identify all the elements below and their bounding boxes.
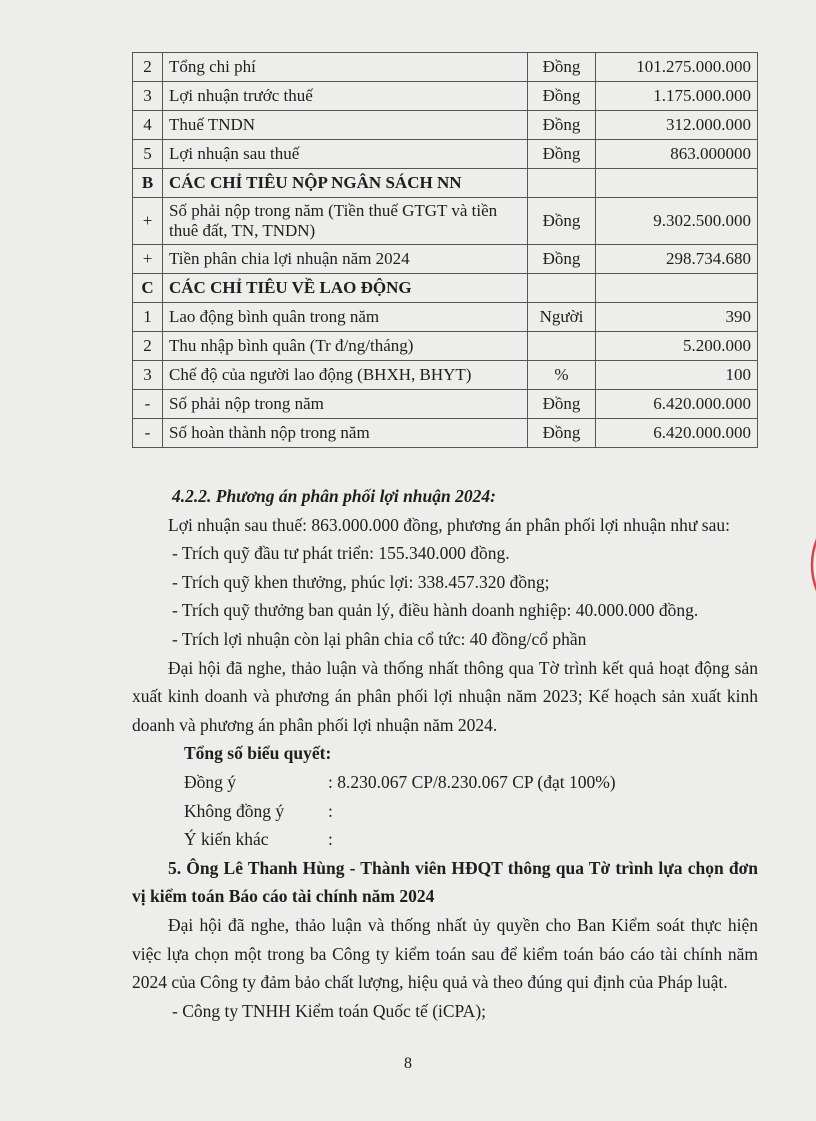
row-name: Lao động bình quân trong năm: [163, 303, 528, 332]
row-value: [596, 274, 758, 303]
vote-label: Ý kiến khác: [184, 829, 269, 850]
vote-label: Đồng ý: [184, 771, 237, 792]
vote-label: Không đồng ý: [184, 800, 285, 821]
row-unit: Đồng: [528, 198, 596, 245]
table-row: [133, 198, 758, 245]
row-value: 312.000.000: [596, 111, 758, 140]
row-number: 2: [133, 332, 163, 361]
row-value: [596, 169, 758, 198]
row-value: 9.302.500.000: [596, 198, 758, 245]
row-value: 100: [596, 361, 758, 390]
row-number: -: [133, 419, 163, 448]
row-unit: [528, 274, 596, 303]
row-name: Tiền phân chia lợi nhuận năm 2024: [163, 245, 528, 274]
row-name: Số phải nộp trong năm (Tiền thuế GTGT và tiền thuê đất, TN, TNDN): [163, 198, 528, 245]
company-seal-icon: [788, 490, 816, 640]
section-heading: 4.2.2. Phương án phân phối lợi nhuận 2024:: [172, 486, 496, 506]
row-number: +: [133, 245, 163, 274]
paragraph: Lợi nhuận sau thuế: 863.000.000 đồng, phương án phân phối lợi nhuận như sau:: [168, 514, 730, 535]
row-value: 298.734.680: [596, 245, 758, 274]
table-row: [133, 419, 758, 448]
row-value: 6.420.000.000: [596, 419, 758, 448]
row-value: 6.420.000.000: [596, 390, 758, 419]
section-letter: C: [133, 274, 163, 303]
table-section-row: [133, 169, 758, 198]
row-number: -: [133, 390, 163, 419]
row-name: Lợi nhuận trước thuế: [163, 82, 528, 111]
list-item: - Trích lợi nhuận còn lại phân chia cổ tức: 40 đồng/cổ phần: [172, 628, 587, 649]
vote-heading: Tổng số biểu quyết:: [184, 743, 332, 764]
row-unit: Đồng: [528, 53, 596, 82]
section-title: CÁC CHỈ TIÊU VỀ LAO ĐỘNG: [163, 274, 528, 303]
table-row: [133, 303, 758, 332]
list-item: - Trích quỹ đầu tư phát triển: 155.340.000 đồng.: [172, 543, 510, 564]
row-number: +: [133, 198, 163, 245]
row-unit: Đồng: [528, 419, 596, 448]
vote-value: : 8.230.067 CP/8.230.067 CP (đạt 100%): [328, 771, 616, 792]
page-number: 8: [404, 1055, 412, 1072]
section-letter: B: [133, 169, 163, 198]
row-number: 4: [133, 111, 163, 140]
row-unit: Người: [528, 303, 596, 332]
row-unit: %: [528, 361, 596, 390]
table-row: [133, 140, 758, 169]
table-row: [133, 332, 758, 361]
paragraph: Đại hội đã nghe, thảo luận và thống nhất ủy quyền cho Ban Kiểm soát thực hiện việc lựa chọn một trong ba Công ty kiểm toán sau để kiểm toán báo cáo tài chính năm 2024 của Công ty đảm bảo chất lượng, hiệu quả và theo đúng qui định của Pháp luật.: [132, 914, 758, 993]
row-unit: Đồng: [528, 140, 596, 169]
document-body: [132, 482, 758, 1025]
row-name: Lợi nhuận sau thuế: [163, 140, 528, 169]
list-item: - Công ty TNHH Kiểm toán Quốc tế (iCPA);: [172, 1000, 487, 1021]
row-unit: [528, 169, 596, 198]
table-section-row: [133, 274, 758, 303]
row-number: 5: [133, 140, 163, 169]
row-number: 2: [133, 53, 163, 82]
row-name: Chế độ của người lao động (BHXH, BHYT): [163, 361, 528, 390]
table-row: [133, 390, 758, 419]
vote-disagree-row: [132, 797, 758, 826]
table-row: [133, 361, 758, 390]
row-value: 390: [596, 303, 758, 332]
row-unit: [528, 332, 596, 361]
row-unit: Đồng: [528, 82, 596, 111]
row-value: 5.200.000: [596, 332, 758, 361]
vote-value: :: [328, 800, 333, 821]
row-value: 863.000000: [596, 140, 758, 169]
list-item: - Trích quỹ khen thưởng, phúc lợi: 338.457.320 đồng;: [172, 571, 550, 592]
row-unit: Đồng: [528, 390, 596, 419]
row-unit: Đồng: [528, 245, 596, 274]
vote-agree-row: [132, 768, 758, 797]
row-value: 101.275.000.000: [596, 53, 758, 82]
paragraph: Đại hội đã nghe, thảo luận và thống nhất thông qua Tờ trình kết quả hoạt động sản xuất kinh doanh và phương án phân phối lợi nhuận năm 2023; Kế hoạch sản xuất kinh doanh và phương án phân phối lợi nhuận năm 2024.: [132, 657, 758, 735]
list-item: - Trích quỹ thưởng ban quản lý, điều hành doanh nghiệp: 40.000.000 đồng.: [172, 600, 699, 621]
row-name: Thuế TNDN: [163, 111, 528, 140]
table-row: [133, 53, 758, 82]
indicator-table: [132, 52, 758, 448]
row-value: 1.175.000.000: [596, 82, 758, 111]
vote-value: :: [328, 829, 333, 850]
row-number: 3: [133, 361, 163, 390]
section-heading: 5. Ông Lê Thanh Hùng - Thành viên HĐQT thông qua Tờ trình lựa chọn đơn vị kiểm toán Báo cáo tài chính năm 2024: [132, 857, 758, 907]
row-number: 3: [133, 82, 163, 111]
row-unit: Đồng: [528, 111, 596, 140]
row-name: Số phải nộp trong năm: [163, 390, 528, 419]
table-row: [133, 111, 758, 140]
table-row: [133, 245, 758, 274]
vote-other-row: [132, 825, 758, 854]
row-name: Thu nhập bình quân (Tr đ/ng/tháng): [163, 332, 528, 361]
row-number: 1: [133, 303, 163, 332]
section-title: CÁC CHỈ TIÊU NỘP NGÂN SÁCH NN: [163, 169, 528, 198]
row-name: Tổng chi phí: [163, 53, 528, 82]
table-row: [133, 82, 758, 111]
row-name: Số hoàn thành nộp trong năm: [163, 419, 528, 448]
